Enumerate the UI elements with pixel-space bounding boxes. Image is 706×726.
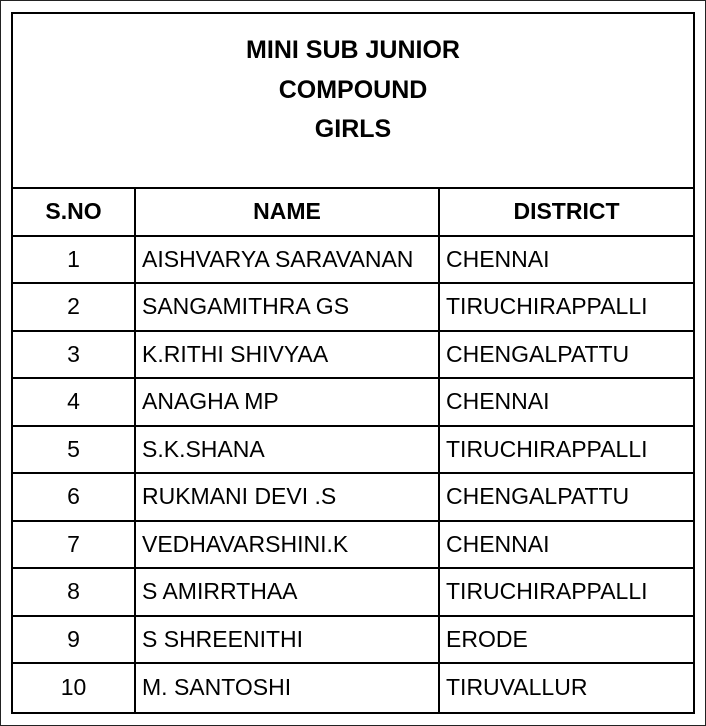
- table-row: [13, 522, 693, 570]
- row-sno: 10: [13, 664, 136, 712]
- header-sno: S.NO: [13, 189, 136, 235]
- table-row: [13, 617, 693, 665]
- row-name: VEDHAVARSHINI.K: [136, 522, 440, 568]
- row-sno: 5: [13, 427, 136, 473]
- row-name: S.K.SHANA: [136, 427, 440, 473]
- title-block: [13, 14, 693, 189]
- row-name: S SHREENITHI: [136, 617, 440, 663]
- row-sno: 8: [13, 569, 136, 615]
- row-name: K.RITHI SHIVYAA: [136, 332, 440, 378]
- row-name: ANAGHA MP: [136, 379, 440, 425]
- table-row: [13, 284, 693, 332]
- row-name: AISHVARYA SARAVANAN: [136, 237, 440, 283]
- row-district: TIRUCHIRAPPALLI: [446, 293, 648, 320]
- title-discipline: COMPOUND: [278, 76, 428, 104]
- row-sno: 9: [13, 617, 136, 663]
- row-district: CHENNAI: [446, 530, 550, 557]
- participant-sheet: [11, 12, 695, 714]
- row-district: CHENNAI: [446, 388, 550, 415]
- table-row: [13, 379, 693, 427]
- row-district: TIRUVALLUR: [446, 674, 588, 701]
- row-sno: 1: [13, 237, 136, 283]
- row-district: CHENGALPATTU: [446, 483, 630, 510]
- header-name: NAME: [136, 189, 440, 235]
- table-header-row: [13, 189, 693, 237]
- row-name: SANGAMITHRA GS: [136, 284, 440, 330]
- row-district: ERODE: [446, 625, 528, 652]
- table-row: [13, 474, 693, 522]
- row-name: M. SANTOSHI: [136, 664, 440, 712]
- row-sno: 7: [13, 522, 136, 568]
- header-district: DISTRICT: [513, 198, 620, 225]
- row-name: RUKMANI DEVI .S: [136, 474, 440, 520]
- row-name: S AMIRRTHAA: [136, 569, 440, 615]
- row-sno: 3: [13, 332, 136, 378]
- table-row: [13, 332, 693, 380]
- title-gender: GIRLS: [314, 115, 392, 143]
- title-category: MINI SUB JUNIOR: [246, 36, 460, 64]
- table-row: [13, 427, 693, 475]
- table-row: [13, 664, 693, 712]
- table-row: [13, 237, 693, 285]
- row-district: CHENGALPATTU: [446, 340, 630, 367]
- row-district: TIRUCHIRAPPALLI: [446, 578, 648, 605]
- row-sno: 6: [13, 474, 136, 520]
- row-sno: 4: [13, 379, 136, 425]
- row-district: CHENNAI: [446, 245, 550, 272]
- row-sno: 2: [13, 284, 136, 330]
- row-district: TIRUCHIRAPPALLI: [446, 435, 648, 462]
- table-row: [13, 569, 693, 617]
